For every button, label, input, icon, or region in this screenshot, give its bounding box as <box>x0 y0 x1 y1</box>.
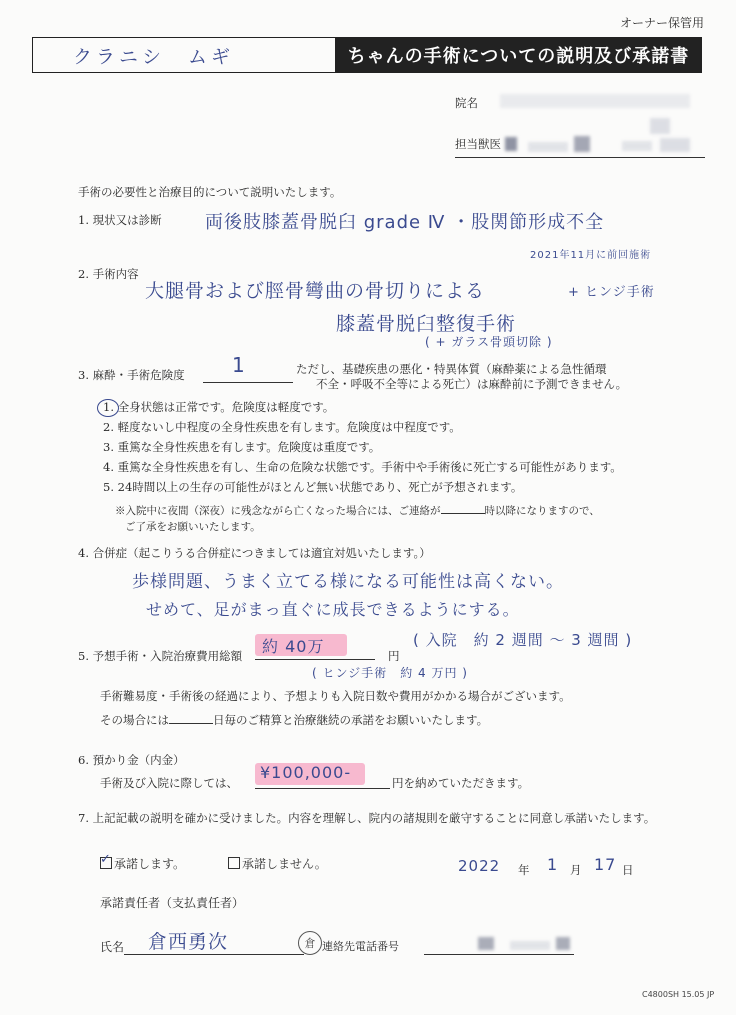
year-unit: 年 <box>518 863 530 877</box>
redaction-block <box>622 141 652 151</box>
date-month: 1 <box>547 855 559 874</box>
cost-note-2: その場合には 日毎のご精算と治療継続の承諾をお願いいたします。 <box>100 713 489 727</box>
date-day: 17 <box>594 855 617 874</box>
hospital-name-redacted <box>500 94 690 108</box>
form-title-bar <box>32 37 702 73</box>
form-title: ちゃんの手術についての説明及び承諾書 <box>336 38 701 72</box>
intro-text: 手術の必要性と治療目的について説明いたします。 <box>78 185 342 199</box>
diagnosis-label: 1. 現状又は診断 <box>78 213 162 227</box>
cost-unit: 円 <box>388 649 400 663</box>
cost-sub-handwritten: ( ヒンジ手術 約 4 万円 ) <box>312 666 468 680</box>
disagree-checkbox[interactable] <box>228 857 240 869</box>
deposit-underline <box>255 788 390 789</box>
doctor-underline <box>455 157 705 158</box>
cost-note-1: 手術難易度・手術後の経過により、予想よりも入院日数や費用がかかる場合がございます。 <box>100 689 571 703</box>
risk-underline <box>203 382 293 383</box>
procedure-handwritten-3: ( + ガラス骨頭切除 ) <box>425 335 553 349</box>
cost-stay-handwritten: ( 入院 約 2 週間 ～ 3 週間 ) <box>413 631 633 649</box>
procedure-handwritten-2: 膝蓋骨脱臼整復手術 <box>336 313 517 335</box>
hospital-label: 院名 <box>455 96 478 110</box>
disagree-option[interactable]: 承諾しません。 <box>228 855 327 872</box>
agree-option[interactable]: ✓ 承諾します。 <box>100 852 186 871</box>
form-code: C4800SH 15.05 JP <box>642 990 715 999</box>
procedure-note: 2021年11月に前回施術 <box>530 250 652 261</box>
complications-handwritten-1: 歩様問題、うまく立てる様になる可能性は高くない。 <box>132 572 564 592</box>
name-underline <box>124 954 304 955</box>
complications-handwritten-2: せめて、足がまっ直ぐに成長できるようにする。 <box>146 600 520 619</box>
agree-checkbox-checked[interactable]: ✓ <box>100 852 111 867</box>
cost-handwritten: 約 40万 <box>262 637 325 656</box>
owner-copy-label: オーナー保管用 <box>619 16 704 30</box>
deposit-pre: 手術及び入院に際しては、 <box>100 776 238 790</box>
phone-underline <box>424 954 574 955</box>
deposit-handwritten: ¥100,000- <box>260 763 352 782</box>
night-note-text: ※入院中に夜間（深夜）に残念ながら亡くなった場合には、ご連絡が <box>115 505 441 517</box>
doctor-name-redacted <box>505 137 517 151</box>
name-label: 氏名 <box>100 940 125 954</box>
patient-name-handwritten: クラニシ ムギ <box>33 38 336 72</box>
anesthesia-label: 3. 麻酔・手術危険度 <box>78 368 185 382</box>
day-unit: 日 <box>622 863 634 877</box>
redaction-block <box>650 118 670 134</box>
anesthesia-note-1: ただし、基礎疾患の悪化・特異体質（麻酔薬による急性循環 <box>296 362 607 376</box>
deposit-post: 円を納めていただきます。 <box>392 776 530 790</box>
redaction-block <box>660 138 690 152</box>
risk-level-3: 3. 重篤な全身性疾患を有します。危険度は重度です。 <box>103 440 381 454</box>
deposit-label: 6. 預かり金（内金） <box>78 753 185 767</box>
risk-level-1: 1. 全身状態は正常です。危険度は軽度です。 <box>103 400 335 414</box>
month-unit: 月 <box>570 863 582 877</box>
risk-level-5: 5. 24時間以上の生存の可能性がほとんど無い状態であり、死亡が予想されます。 <box>103 480 523 494</box>
diagnosis-handwritten: 両後肢膝蓋骨脱臼 grade Ⅳ ・股関節形成不全 <box>205 212 605 233</box>
responsible-label: 承諾責任者（支払責任者） <box>100 896 245 910</box>
phone-redacted <box>510 941 550 950</box>
phone-label: 連絡先電話番号 <box>322 940 399 953</box>
seal-stamp: 倉 <box>298 931 322 955</box>
anesthesia-risk-value: 1 <box>232 353 246 377</box>
night-note-time: 時以降になりますので、 <box>484 505 600 517</box>
redaction-block <box>528 142 568 152</box>
doctor-label: 担当獣医 <box>455 137 501 151</box>
procedure-plus: + ヒンジ手術 <box>568 285 655 300</box>
anesthesia-note-2: 不全・呼吸不全等による死亡）は麻酔前に予測できません。 <box>316 377 628 391</box>
night-contact-note <box>115 503 600 518</box>
date-year: 2022 <box>458 857 501 875</box>
redaction-block <box>574 136 590 152</box>
cost-label: 5. 予想手術・入院治療費用総額 <box>78 649 243 663</box>
procedure-label: 2. 手術内容 <box>78 267 139 281</box>
complications-label: 4. 合併症（起こりうる合併症につきましては適宜対処いたします。） <box>78 546 431 560</box>
signature-handwritten: 倉西勇次 <box>148 931 229 953</box>
procedure-handwritten-1: 大腿骨および脛骨彎曲の骨切りによる <box>145 280 486 302</box>
cost-underline <box>255 659 375 660</box>
phone-redacted <box>478 937 494 950</box>
risk-level-4: 4. 重篤な全身性疾患を有し、生命の危険な状態です。手術中や手術後に死亡する可能性があります。 <box>103 460 622 474</box>
risk-level-2: 2. 軽度ないし中程度の全身性疾患を有します。危険度は中程度です。 <box>103 420 461 434</box>
phone-redacted <box>556 937 570 950</box>
night-note-2: ご了承をお願いいたします。 <box>125 521 261 533</box>
agreement-label: 7. 上記記載の説明を確かに受けました。内容を理解し、院内の諸規則を厳守することに同意し承諾いたします。 <box>78 811 656 825</box>
